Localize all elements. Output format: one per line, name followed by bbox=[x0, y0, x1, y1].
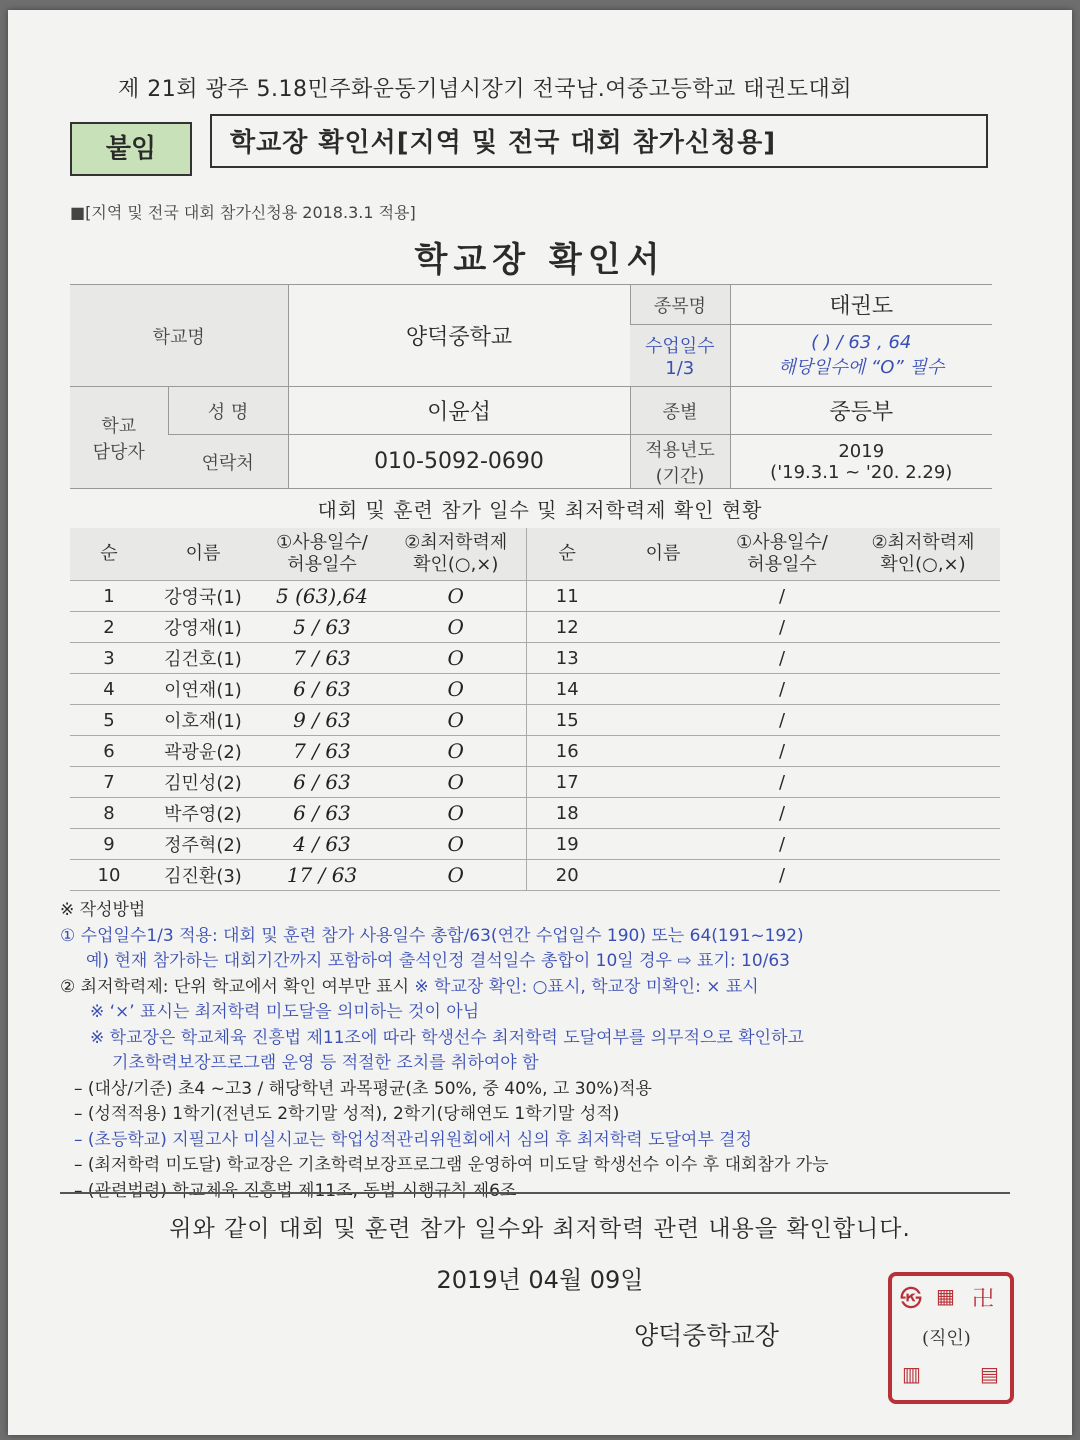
student-name bbox=[608, 736, 718, 767]
row-no: 18 bbox=[526, 798, 608, 829]
row-no: 9 bbox=[70, 829, 148, 860]
row-no: 6 bbox=[70, 736, 148, 767]
student-name bbox=[608, 581, 718, 612]
document-page bbox=[8, 10, 1072, 1435]
official-seal-stamp bbox=[888, 1272, 1014, 1404]
year-value-line1: 2019 bbox=[838, 440, 885, 462]
used-days: 17 / 63 bbox=[258, 860, 386, 891]
row-no: 20 bbox=[526, 860, 608, 891]
header-check-left-line1: ②최저학력제 bbox=[404, 532, 508, 553]
name-label: 성 명 bbox=[168, 387, 288, 435]
attachment-badge: 붙임 bbox=[70, 122, 192, 176]
header-name-right: 이름 bbox=[608, 528, 718, 581]
used-days: / bbox=[718, 674, 846, 705]
table-row bbox=[70, 860, 1000, 891]
roster-table bbox=[70, 528, 1000, 891]
instructions-heading: ※ 작성방법 bbox=[60, 900, 146, 920]
instruction-line-3b: ※ 학교장 확인: ○표시, 학교장 미확인: × 표시 bbox=[414, 976, 759, 997]
seal-glyph-1: ㉿ bbox=[900, 1287, 923, 1312]
days-label-line2: 1/3 bbox=[665, 358, 695, 379]
used-days: 5 (63),64 bbox=[258, 581, 386, 612]
student-name: 김진환(3) bbox=[148, 860, 258, 891]
min-academic-check: O bbox=[386, 581, 526, 612]
school-label: 학교명 bbox=[70, 285, 288, 387]
used-days: 6 / 63 bbox=[258, 798, 386, 829]
year-label-line1: 적용년도 bbox=[645, 439, 715, 461]
min-academic-check bbox=[846, 643, 1000, 674]
seal-caption: (직인) bbox=[922, 1328, 971, 1349]
header-check-left bbox=[386, 528, 526, 581]
event-label: 종목명 bbox=[630, 285, 730, 325]
student-name: 곽광윤(2) bbox=[148, 736, 258, 767]
confirmation-statement: 위와 같이 대회 및 훈련 참가 일수와 최저학력 관련 내용을 확인합니다. bbox=[169, 1216, 911, 1242]
row-no: 17 bbox=[526, 767, 608, 798]
header-name-left: 이름 bbox=[148, 528, 258, 581]
seal-glyph-2: ▦ bbox=[936, 1284, 955, 1308]
header-days-right bbox=[718, 528, 846, 581]
seal-glyph-3: 卍 bbox=[972, 1287, 995, 1312]
days-value-line2: 해당일수에 “O” 필수 bbox=[778, 357, 945, 378]
min-academic-check bbox=[846, 767, 1000, 798]
min-academic-check: O bbox=[386, 736, 526, 767]
instruction-line-9: – (초등학교) 지필고사 미실시교는 학업성적관리위원회에서 심의 후 최저학력 도달여부 결정 bbox=[74, 1129, 753, 1150]
used-days: / bbox=[718, 705, 846, 736]
student-name bbox=[608, 798, 718, 829]
table-row bbox=[70, 705, 1000, 736]
used-days: 6 / 63 bbox=[258, 674, 386, 705]
row-no: 5 bbox=[70, 705, 148, 736]
row-no: 4 bbox=[70, 674, 148, 705]
row-no: 15 bbox=[526, 705, 608, 736]
row-no: 2 bbox=[70, 612, 148, 643]
staff-label-line1: 학교 bbox=[101, 415, 137, 437]
min-academic-check: O bbox=[386, 860, 526, 891]
student-name: 박주영(2) bbox=[148, 798, 258, 829]
row-no: 1 bbox=[70, 581, 148, 612]
student-name bbox=[608, 612, 718, 643]
min-academic-check: O bbox=[386, 767, 526, 798]
form-title-box: 학교장 확인서[지역 및 전국 대회 참가신청용] bbox=[210, 114, 988, 168]
issue-date: 2019년 04월 09일 bbox=[436, 1266, 644, 1294]
instruction-line-3a: ② 최저학력제: 단위 학교에서 확인 여부만 표시 bbox=[60, 976, 415, 997]
table-row bbox=[70, 736, 1000, 767]
instruction-line-6: 기초학력보장프로그램 운영 등 적절한 조치를 취하여야 함 bbox=[112, 1053, 539, 1073]
student-name: 이연재(1) bbox=[148, 674, 258, 705]
min-academic-check bbox=[846, 798, 1000, 829]
row-no: 8 bbox=[70, 798, 148, 829]
row-no: 12 bbox=[526, 612, 608, 643]
student-name: 강영재(1) bbox=[148, 612, 258, 643]
student-name: 김건호(1) bbox=[148, 643, 258, 674]
student-name bbox=[608, 860, 718, 891]
student-name: 김민성(2) bbox=[148, 767, 258, 798]
division-value: 중등부 bbox=[730, 387, 992, 435]
min-academic-check: O bbox=[386, 643, 526, 674]
division-label: 종별 bbox=[630, 387, 730, 435]
min-academic-check: O bbox=[386, 674, 526, 705]
row-no: 10 bbox=[70, 860, 148, 891]
header-check-right-line1: ②최저학력제 bbox=[871, 532, 975, 553]
used-days: / bbox=[718, 643, 846, 674]
header-days-left-line2: 허용일수 bbox=[287, 554, 357, 575]
table-row bbox=[70, 581, 1000, 612]
document-title: 학교장 확인서 bbox=[414, 240, 666, 280]
used-days: 6 / 63 bbox=[258, 767, 386, 798]
applicability-note: ■[지역 및 전국 대회 참가신청용 2018.3.1 적용] bbox=[70, 203, 416, 222]
instruction-line-3 bbox=[60, 975, 1020, 1001]
roster-subtitle: 대회 및 훈련 참가 일수 및 최저학력제 확인 현황 bbox=[317, 498, 763, 522]
min-academic-check bbox=[846, 860, 1000, 891]
days-label-line1: 수업일수 bbox=[644, 336, 715, 357]
header-check-left-line2: 확인(○,×) bbox=[413, 554, 499, 575]
student-name: 이호재(1) bbox=[148, 705, 258, 736]
year-value-line2: ('19.3.1 ~ '20. 2.29) bbox=[770, 461, 953, 483]
header-days-right-line1: ①사용일수/ bbox=[736, 532, 828, 553]
name-value: 이윤섭 bbox=[288, 387, 630, 435]
days-value-line1: ( ) / 63 , 64 bbox=[811, 332, 912, 353]
used-days: / bbox=[718, 829, 846, 860]
header-check-right bbox=[846, 528, 1000, 581]
contact-label: 연락처 bbox=[168, 435, 288, 489]
instruction-line-5: ※ 학교장은 학교체육 진흥법 제11조에 따라 학생선수 최저학력 도달여부를 의무적으로 확인하고 bbox=[90, 1027, 804, 1048]
table-row bbox=[70, 767, 1000, 798]
table-row bbox=[70, 612, 1000, 643]
student-name bbox=[608, 674, 718, 705]
instruction-line-10: – (최저학력 미도달) 학교장은 기초학력보장프로그램 운영하여 미도달 학생선수 이수 후 대회참가 가능 bbox=[74, 1155, 829, 1175]
used-days: 9 / 63 bbox=[258, 705, 386, 736]
days-value bbox=[730, 325, 992, 387]
min-academic-check: O bbox=[386, 705, 526, 736]
header-days-right-line2: 허용일수 bbox=[747, 554, 817, 575]
instructions bbox=[60, 898, 1020, 1204]
student-name bbox=[608, 829, 718, 860]
student-name: 정주혁(2) bbox=[148, 829, 258, 860]
used-days: 5 / 63 bbox=[258, 612, 386, 643]
principal-name: 양덕중학교장 bbox=[634, 1321, 779, 1350]
year-label bbox=[630, 435, 730, 489]
header-days-left bbox=[258, 528, 386, 581]
student-name bbox=[608, 705, 718, 736]
table-row bbox=[70, 674, 1000, 705]
min-academic-check: O bbox=[386, 798, 526, 829]
used-days: 7 / 63 bbox=[258, 736, 386, 767]
contact-value: 010-5092-0690 bbox=[288, 435, 630, 489]
used-days: / bbox=[718, 612, 846, 643]
used-days: 7 / 63 bbox=[258, 643, 386, 674]
seal-glyph-5: ▤ bbox=[980, 1362, 999, 1386]
row-no: 13 bbox=[526, 643, 608, 674]
instruction-line-1: ① 수업일수1/3 적용: 대회 및 훈련 참가 사용일수 총합/63(연간 수업일수 190) 또는 64(191~192) bbox=[60, 925, 804, 946]
min-academic-check bbox=[846, 705, 1000, 736]
seal-glyph-4: ▥ bbox=[902, 1362, 921, 1386]
header-no-right: 순 bbox=[526, 528, 608, 581]
used-days: / bbox=[718, 798, 846, 829]
student-name bbox=[608, 643, 718, 674]
min-academic-check bbox=[846, 581, 1000, 612]
staff-label bbox=[70, 387, 168, 489]
min-academic-check bbox=[846, 612, 1000, 643]
row-no: 16 bbox=[526, 736, 608, 767]
instruction-line-2: 예) 현재 참가하는 대회기간까지 포함하여 출석인정 결석일수 총합이 10일 경우 ⇨ 표기: 10/63 bbox=[86, 951, 790, 971]
header-check-right-line2: 확인(○,×) bbox=[880, 554, 966, 575]
header-days-left-line1: ①사용일수/ bbox=[276, 532, 368, 553]
row-no: 14 bbox=[526, 674, 608, 705]
staff-label-line2: 담당자 bbox=[92, 441, 145, 463]
days-label bbox=[630, 325, 730, 387]
instruction-line-4: ※ ‘×’ 표시는 최저학력 미도달을 의미하는 것이 아님 bbox=[90, 1002, 480, 1022]
instruction-line-7: – (대상/기준) 초4 ~고3 / 해당학년 과목평균(초 50%, 중 40%, 고 30%)적용 bbox=[74, 1078, 652, 1099]
min-academic-check bbox=[846, 829, 1000, 860]
min-academic-check bbox=[846, 736, 1000, 767]
student-name: 강영국(1) bbox=[148, 581, 258, 612]
row-no: 3 bbox=[70, 643, 148, 674]
competition-title: 제 21회 광주 5.18민주화운동기념시장기 전국남.여중고등학교 태권도대회 bbox=[118, 77, 852, 102]
header-no-left: 순 bbox=[70, 528, 148, 581]
footer-divider bbox=[60, 1192, 1010, 1194]
instruction-line-8: – (성적적용) 1학기(전년도 2학기말 성적), 2학기(당해연도 1학기말 성적) bbox=[74, 1104, 620, 1124]
event-value: 태권도 bbox=[730, 285, 992, 325]
used-days: / bbox=[718, 736, 846, 767]
school-value: 양덕중학교 bbox=[288, 285, 630, 387]
min-academic-check: O bbox=[386, 829, 526, 860]
info-table bbox=[70, 284, 992, 489]
table-row bbox=[70, 798, 1000, 829]
year-value bbox=[730, 435, 992, 489]
used-days: / bbox=[718, 860, 846, 891]
student-name bbox=[608, 767, 718, 798]
table-row bbox=[70, 829, 1000, 860]
used-days: 4 / 63 bbox=[258, 829, 386, 860]
row-no: 19 bbox=[526, 829, 608, 860]
row-no: 11 bbox=[526, 581, 608, 612]
table-row bbox=[70, 643, 1000, 674]
min-academic-check: O bbox=[386, 612, 526, 643]
used-days: / bbox=[718, 767, 846, 798]
used-days: / bbox=[718, 581, 846, 612]
row-no: 7 bbox=[70, 767, 148, 798]
year-label-line2: (기간) bbox=[655, 465, 705, 487]
instruction-line-11: – (관련법령) 학교체육 진흥법 제11조, 동법 시행규칙 제6조 bbox=[74, 1180, 517, 1201]
min-academic-check bbox=[846, 674, 1000, 705]
